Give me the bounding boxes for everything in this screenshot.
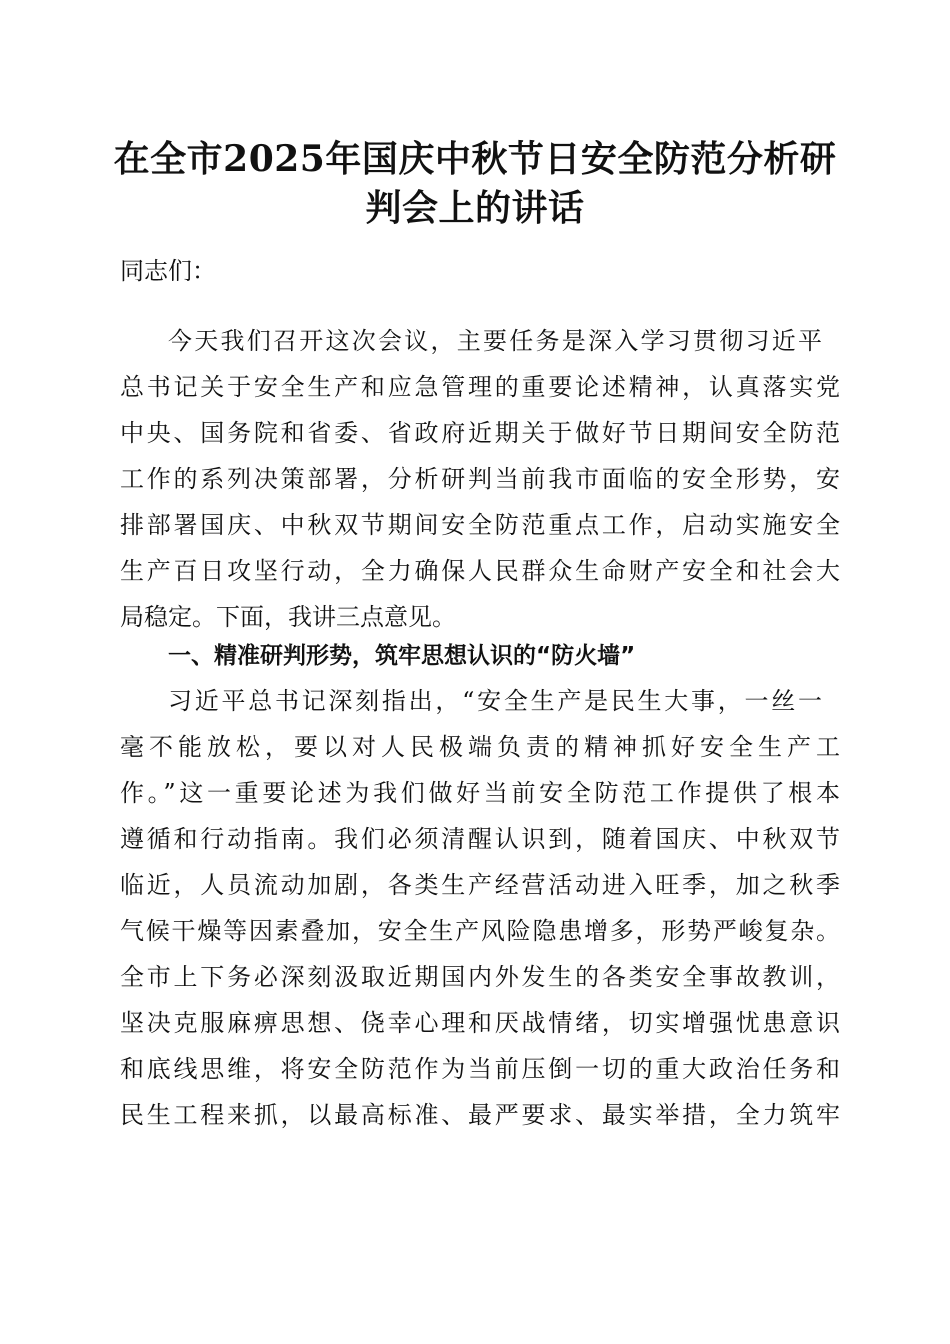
paragraph-line: 生产百日攻坚行动，全力确保人民群众生命财产安全和社会大	[120, 557, 840, 585]
paragraph-line: 民生工程来抓，以最高标准、最严要求、最实举措，全力筑牢	[120, 1101, 840, 1129]
paragraph-line: 气候干燥等因素叠加，安全生产风险隐患增多，形势严峻复杂。	[120, 917, 840, 945]
document-title-line-1: 在全市2025年国庆中秋节日安全防范分析研	[113, 138, 837, 180]
paragraph-line: 作。”这一重要论述为我们做好当前安全防范工作提供了根本	[120, 779, 840, 807]
paragraph-line: 毫不能放松，要以对人民极端负责的精神抓好安全生产工	[120, 733, 840, 761]
paragraph-line: 坚决克服麻痹思想、侥幸心理和厌战情绪，切实增强忧患意识	[120, 1009, 840, 1037]
paragraph-line: 局稳定。下面，我讲三点意见。	[120, 603, 456, 631]
paragraph-line: 今天我们召开这次会议，主要任务是深入学习贯彻习近平	[168, 327, 822, 355]
paragraph-line: 中央、国务院和省委、省政府近期关于做好节日期间安全防范	[120, 419, 840, 447]
paragraph-line: 全市上下务必深刻汲取近期国内外发生的各类安全事故教训，	[120, 963, 840, 991]
section-heading: 一、精准研判形势，筑牢思想认识的“防火墙”	[168, 643, 636, 669]
paragraph-line: 总书记关于安全生产和应急管理的重要论述精神，认真落实党	[120, 373, 840, 401]
paragraph-line: 临近，人员流动加剧，各类生产经营活动进入旺季，加之秋季	[120, 871, 840, 899]
paragraph-line: 排部署国庆、中秋双节期间安全防范重点工作，启动实施安全	[120, 511, 840, 539]
paragraph-line: 遵循和行动指南。我们必须清醒认识到，随着国庆、中秋双节	[120, 825, 840, 853]
paragraph-line: 习近平总书记深刻指出，“安全生产是民生大事，一丝一	[168, 687, 822, 715]
paragraph-line: 和底线思维，将安全防范作为当前压倒一切的重大政治任务和	[120, 1055, 840, 1083]
document-title-line-2: 判会上的讲话	[365, 187, 585, 229]
salutation: 同志们：	[120, 257, 216, 285]
paragraph-line: 工作的系列决策部署，分析研判当前我市面临的安全形势，安	[120, 465, 840, 493]
